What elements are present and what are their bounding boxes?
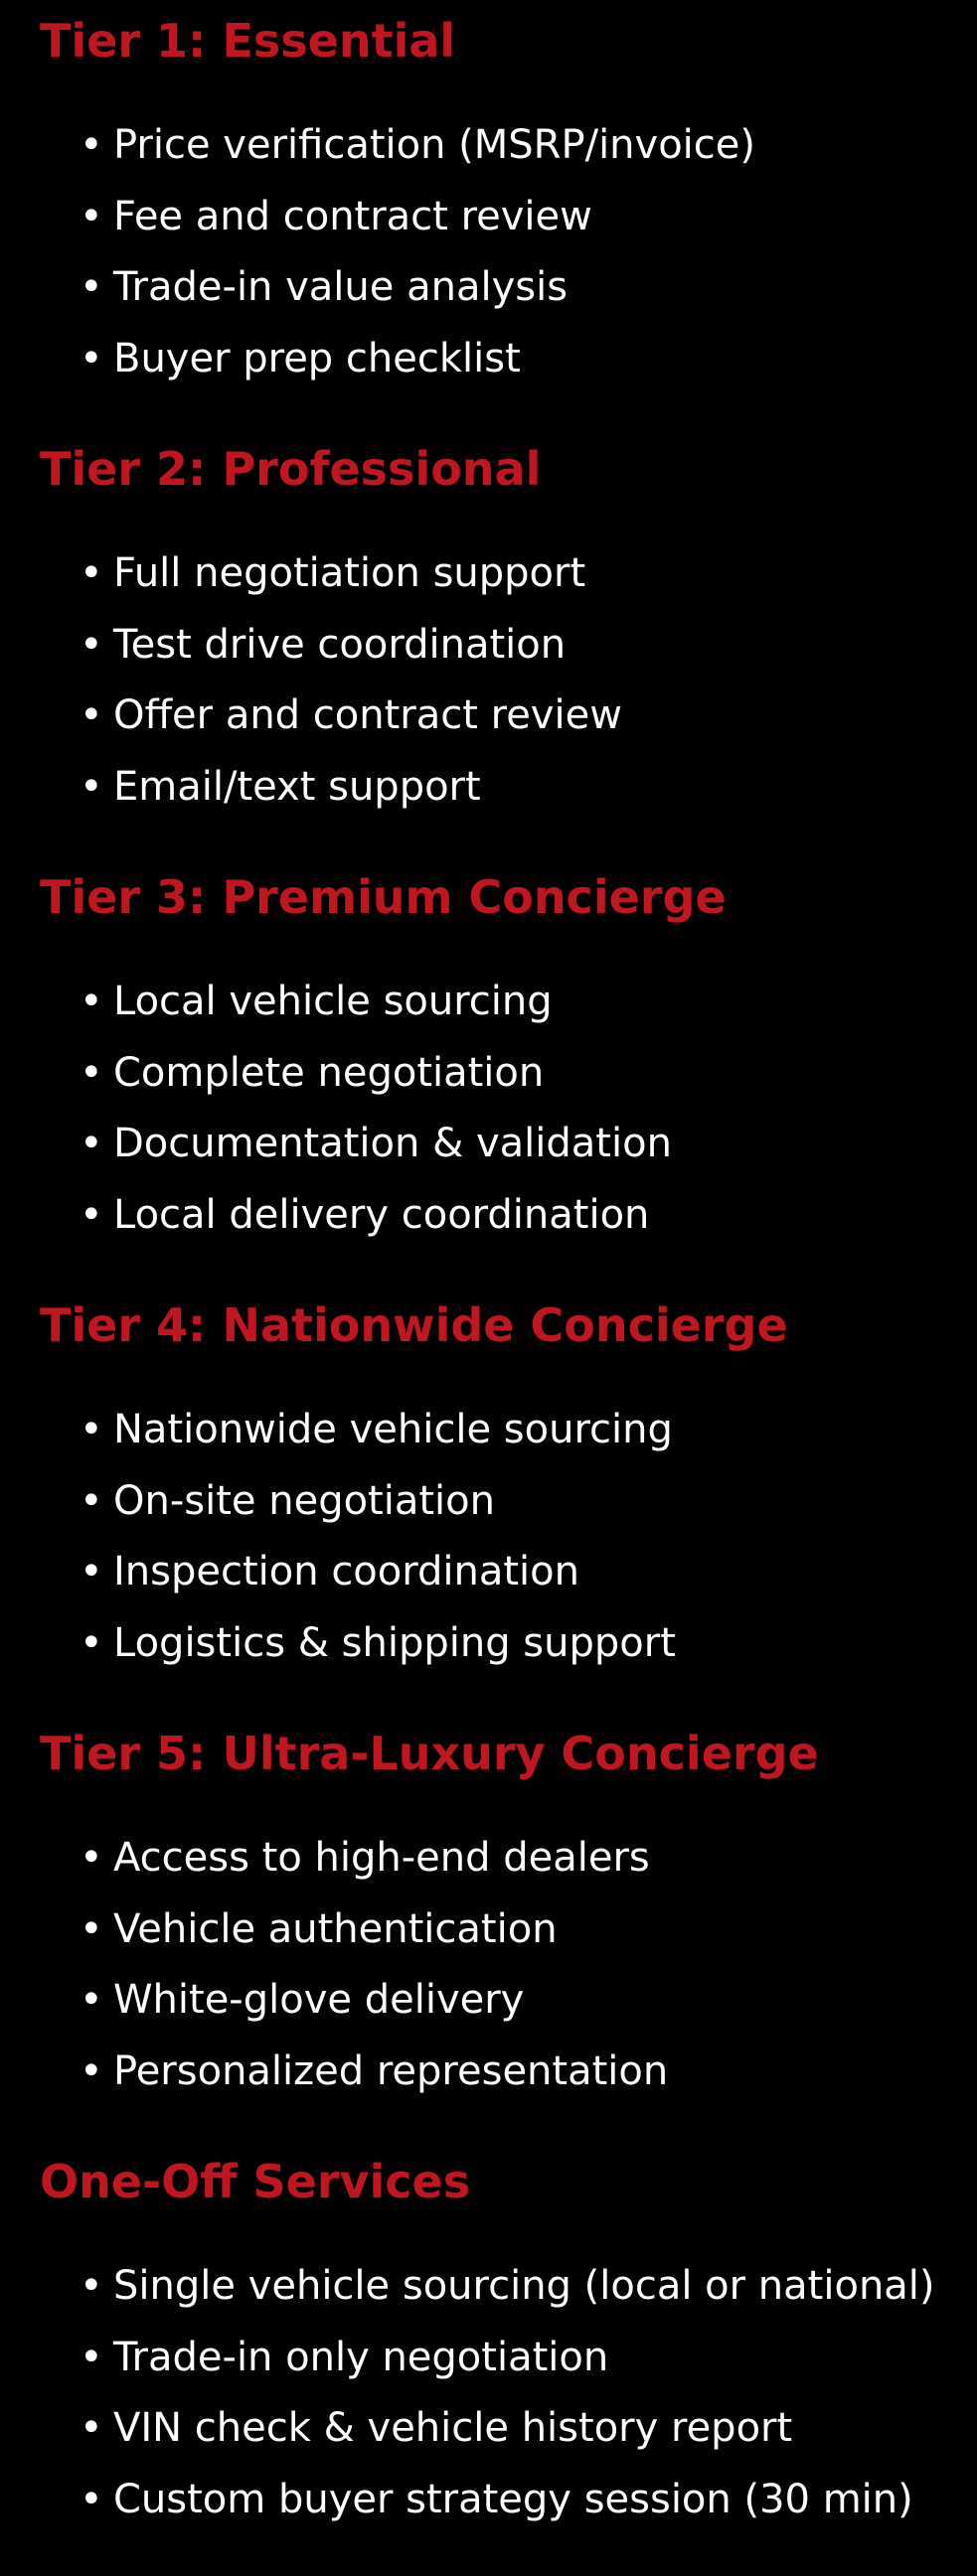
list-item-text: Nationwide vehicle sourcing bbox=[113, 1407, 673, 1452]
list-item-text: Inspection coordination bbox=[113, 1549, 579, 1594]
bullet-glyph: • bbox=[80, 692, 103, 738]
bullet-glyph: • bbox=[80, 2405, 103, 2451]
list-item bbox=[80, 685, 622, 745]
list-item-text: Test drive coordination bbox=[113, 622, 567, 668]
list-item-text: Offer and contract review bbox=[113, 692, 622, 738]
one-off-services-heading: One-Off Services bbox=[40, 2155, 471, 2208]
list-item bbox=[80, 2328, 608, 2387]
list-item-text: Access to high-end dealers bbox=[113, 1835, 650, 1881]
bullet-glyph: • bbox=[80, 2477, 103, 2522]
list-item bbox=[80, 972, 553, 1031]
bullet-glyph: • bbox=[80, 2048, 103, 2094]
list-item bbox=[80, 757, 481, 817]
list-item-text: VIN check & vehicle history report bbox=[113, 2405, 793, 2451]
list-item bbox=[80, 1400, 673, 1459]
bullet-glyph: • bbox=[80, 550, 103, 596]
bullet-glyph: • bbox=[80, 2263, 103, 2309]
bullet-glyph: • bbox=[80, 2335, 103, 2380]
list-item-text: Vehicle authentication bbox=[113, 1906, 558, 1952]
list-item-text: Full negotiation support bbox=[113, 550, 586, 596]
bullet-glyph: • bbox=[80, 1121, 103, 1166]
list-item bbox=[80, 2398, 792, 2458]
bullet-glyph: • bbox=[80, 264, 103, 310]
list-item bbox=[80, 1043, 544, 1103]
bullet-glyph: • bbox=[80, 194, 103, 239]
list-item-text: Fee and contract review bbox=[113, 194, 592, 239]
bullet-glyph: • bbox=[80, 1549, 103, 1594]
bullet-glyph: • bbox=[80, 979, 103, 1024]
list-item bbox=[80, 1970, 524, 2030]
list-item bbox=[80, 1471, 495, 1531]
list-item bbox=[80, 543, 585, 603]
list-item bbox=[80, 115, 755, 175]
bullet-glyph: • bbox=[80, 764, 103, 810]
bullet-glyph: • bbox=[80, 1192, 103, 1238]
tier-3-heading: Tier 3: Premium Concierge bbox=[40, 870, 727, 924]
list-item bbox=[80, 1828, 650, 1888]
list-item bbox=[80, 1899, 558, 1959]
bullet-glyph: • bbox=[80, 336, 103, 381]
list-item bbox=[80, 187, 592, 246]
tier-4-section bbox=[0, 1290, 977, 1720]
tier-2-heading: Tier 2: Professional bbox=[40, 442, 542, 496]
bullet-glyph: • bbox=[80, 1620, 103, 1666]
tier-1-heading: Tier 1: Essential bbox=[40, 14, 456, 68]
bullet-glyph: • bbox=[80, 1835, 103, 1881]
list-item bbox=[80, 615, 566, 675]
bullet-glyph: • bbox=[80, 1906, 103, 1952]
list-item-text: Price verification (MSRP/invoice) bbox=[113, 122, 755, 168]
tier-3-section bbox=[0, 862, 977, 1291]
list-item-text: Logistics & shipping support bbox=[113, 1620, 676, 1666]
tier-5-section bbox=[0, 1719, 977, 2148]
list-item bbox=[80, 257, 568, 317]
bullet-glyph: • bbox=[80, 1478, 103, 1524]
list-item-text: White-glove delivery bbox=[113, 1977, 525, 2023]
list-item-text: Custom buyer strategy session (30 min) bbox=[113, 2477, 913, 2522]
list-item-text: Documentation & validation bbox=[113, 1121, 672, 1166]
bullet-glyph: • bbox=[80, 1050, 103, 1096]
list-item-text: Single vehicle sourcing (local or national) bbox=[113, 2263, 935, 2309]
list-item-text: Email/text support bbox=[113, 764, 481, 810]
list-item-text: Personalized representation bbox=[113, 2048, 669, 2094]
bullet-glyph: • bbox=[80, 1977, 103, 2023]
list-item-text: On-site negotiation bbox=[113, 1478, 495, 1524]
list-item bbox=[80, 2256, 935, 2316]
list-item-text: Buyer prep checklist bbox=[113, 336, 521, 381]
bullet-glyph: • bbox=[80, 122, 103, 168]
bullet-glyph: • bbox=[80, 1407, 103, 1452]
one-off-services-section bbox=[0, 2147, 977, 2576]
tier-1-section bbox=[0, 6, 977, 435]
list-item bbox=[80, 1542, 579, 1601]
list-item bbox=[80, 2042, 668, 2101]
tier-5-heading: Tier 5: Ultra-Luxury Concierge bbox=[40, 1727, 819, 1780]
bullet-glyph: • bbox=[80, 622, 103, 668]
list-item-text: Trade-in value analysis bbox=[113, 264, 569, 310]
list-item-text: Trade-in only negotiation bbox=[113, 2335, 609, 2380]
list-item-text: Complete negotiation bbox=[113, 1050, 545, 1096]
list-item bbox=[80, 1114, 672, 1173]
list-item bbox=[80, 1613, 676, 1673]
list-item-text: Local vehicle sourcing bbox=[113, 979, 553, 1024]
tier-2-section bbox=[0, 434, 977, 863]
list-item bbox=[80, 1185, 649, 1245]
tier-4-heading: Tier 4: Nationwide Concierge bbox=[40, 1298, 788, 1352]
list-item-text: Local delivery coordination bbox=[113, 1192, 650, 1238]
list-item bbox=[80, 329, 521, 388]
list-item bbox=[80, 2470, 913, 2529]
